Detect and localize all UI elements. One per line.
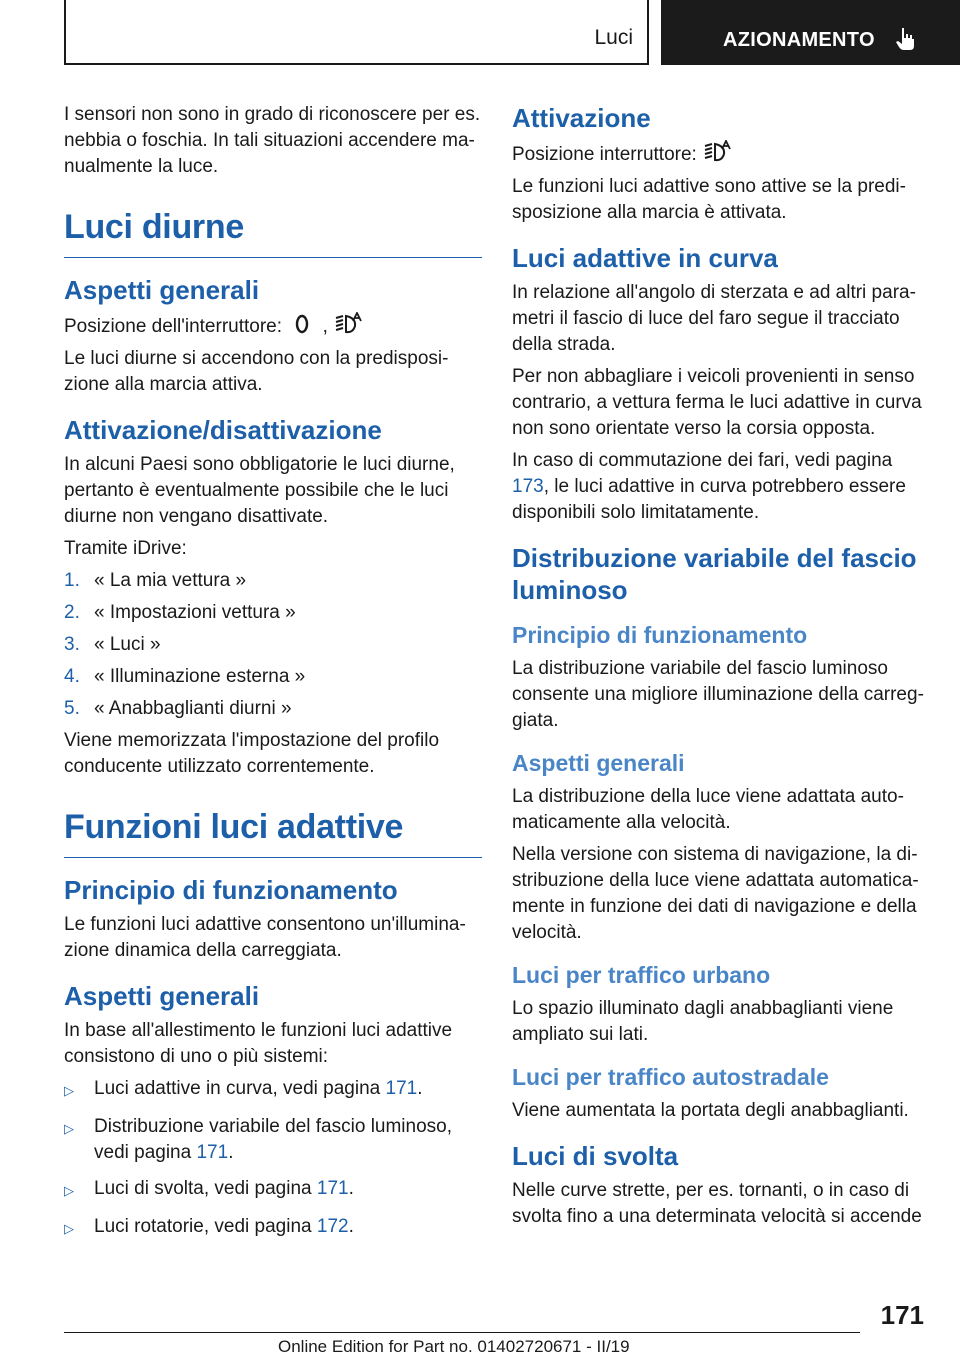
heading-operating-principle: Principio di funzionamento — [64, 875, 398, 905]
header-section-box — [64, 0, 649, 65]
heading-daylight-lights: Luci diurne — [64, 208, 482, 258]
subheading-operating-principle: Principio di funzionamento — [512, 622, 808, 648]
automatic-headlight-icon — [702, 140, 732, 164]
urban-text: Lo spazio illuminato dagli anabbaglianti viene ampliato sui lati. — [512, 998, 894, 1045]
activation-description-right: Le funzioni luci adattive sono attive se la predisposizione alla marcia è attivata. — [512, 176, 906, 223]
subheading-highway-lights: Luci per traffico autostradale — [512, 1064, 829, 1090]
switch-separator: , — [322, 316, 328, 337]
heading-activation: Attivazione — [512, 103, 651, 133]
switch-position-line — [64, 312, 482, 340]
header-chapter-title: AZIONAMENTO — [723, 29, 875, 51]
triangle-bullet-icon: ▷ — [64, 1121, 74, 1136]
hand-pointer-icon — [892, 25, 920, 53]
heading-activation-deactivation: Attivazione/disattivazione — [64, 415, 382, 445]
switch-position-line-right — [512, 140, 926, 168]
switch-position-label-right: Posizione interruttore: — [512, 144, 697, 165]
triangle-bullet-icon: ▷ — [64, 1221, 74, 1236]
page-link[interactable]: 171 — [385, 1078, 418, 1099]
daylight-description: Le luci diurne si accendono con la predisposizione alla marcia attiva. — [64, 348, 449, 395]
left-column — [64, 102, 482, 1252]
systems-description: In base all'allestimento le funzioni luci adattive consistono di uno o più sistemi: — [64, 1020, 453, 1067]
principle-description: Le funzioni luci adattive consentono un'illuminazione dinamica della carreggiata. — [64, 914, 466, 961]
heading-adaptive-curve-lights: Luci adattive in curva — [512, 243, 778, 273]
distribution-principle-text: La distribuzione variabile del fascio luminoso consente una migliore illuminazione della carreggiata. — [512, 658, 924, 731]
triangle-bullet-icon: ▷ — [64, 1183, 74, 1198]
automatic-headlight-icon — [333, 312, 363, 336]
switch-position-label: Posizione dell'interruttore: — [64, 316, 283, 337]
list-item: 4. « Illuminazione esterna » — [64, 666, 306, 687]
page-link[interactable]: 171 — [196, 1142, 229, 1163]
switch-position-zero-icon — [287, 312, 317, 336]
list-item: 1. « La mia vettura » — [64, 570, 247, 591]
heading-general-aspects: Aspetti generali — [64, 275, 260, 305]
profile-description: Viene memorizzata l'impostazione del profilo conducente utilizzato correntemente. — [64, 730, 440, 777]
list-item: 3. « Luci » — [64, 634, 161, 655]
activation-description: In alcuni Paesi sono obbligatorie le luci diurne, pertanto è eventualmente possibile che le luci diurne non vengano disattivate. — [64, 454, 455, 527]
curve-paragraph-2: Per non abbagliare i veicoli provenienti in senso contrario, a vettura ferma le luci adattive in curva non sono orientate verso la corsia opposta. — [512, 366, 922, 439]
list-item: ▷ Luci di svolta, vedi pagina 171. — [64, 1176, 482, 1204]
footer-divider — [64, 1332, 860, 1333]
list-item: 5. « Anabbaglianti diurni » — [64, 698, 292, 719]
triangle-bullet-icon: ▷ — [64, 1083, 74, 1098]
heading-turn-lights: Luci di svolta — [512, 1141, 679, 1171]
subheading-urban-lights: Luci per traffico urbano — [512, 962, 771, 988]
distribution-general-text-2: Nella versione con sistema di navigazione, la distribuzione della luce viene adattata automaticamente in funzione dei dati di navigazione e della velocità. — [512, 844, 919, 943]
distribution-general-text-1: La distribuzione della luce viene adattata automaticamente alla velocità. — [512, 786, 904, 833]
subheading-general-aspects: Aspetti generali — [512, 750, 685, 776]
heading-adaptive-light-functions: Funzioni luci adattive — [64, 808, 482, 858]
curve-paragraph-3: In caso di commutazione dei fari, vedi pagina 173, le luci adattive in curva potrebbero essere disponibili solo limitatamente. — [512, 450, 906, 523]
list-item: ▷ Distribuzione variabile del fascio luminoso, vedi pagina 171. — [64, 1114, 482, 1166]
curve-paragraph-1: In relazione all'angolo di sterzata e ad altri parametri il fascio di luce del faro segue il tracciato della strada. — [512, 282, 916, 355]
header-section-title: Luci — [594, 26, 633, 49]
footer-edition: Online Edition for Part no. 01402720671 - II/19 — [278, 1337, 630, 1356]
highway-text: Viene aumentata la portata degli anabbaglianti. — [512, 1100, 909, 1121]
adaptive-systems-list — [64, 1076, 482, 1242]
list-item: ▷ Luci adattive in curva, vedi pagina 171. — [64, 1076, 482, 1104]
turn-text: Nelle curve strette, per es. tornanti, o in caso di svolta fino a una determinata velocità si accende — [512, 1180, 922, 1227]
page-number: 171 — [880, 1300, 924, 1330]
page-link[interactable]: 171 — [316, 1178, 349, 1199]
intro-paragraph: I sensori non sono in grado di riconoscere per es. nebbia o foschia. In tali situazioni accendere manualmente la luce. — [64, 104, 481, 177]
header-chapter-bar — [661, 0, 960, 65]
page-link[interactable]: 173 — [512, 476, 544, 497]
right-column — [512, 102, 926, 1236]
idrive-steps-list — [64, 568, 482, 722]
heading-variable-light-distribution: Distribuzione variabile del fascio luminoso — [512, 543, 917, 605]
heading-general-aspects-2: Aspetti generali — [64, 981, 260, 1011]
list-item: ▷ Luci rotatorie, vedi pagina 172. — [64, 1214, 482, 1242]
idrive-label: Tramite iDrive: — [64, 538, 187, 559]
page-link[interactable]: 172 — [316, 1216, 349, 1237]
list-item: 2. « Impostazioni vettura » — [64, 602, 296, 623]
